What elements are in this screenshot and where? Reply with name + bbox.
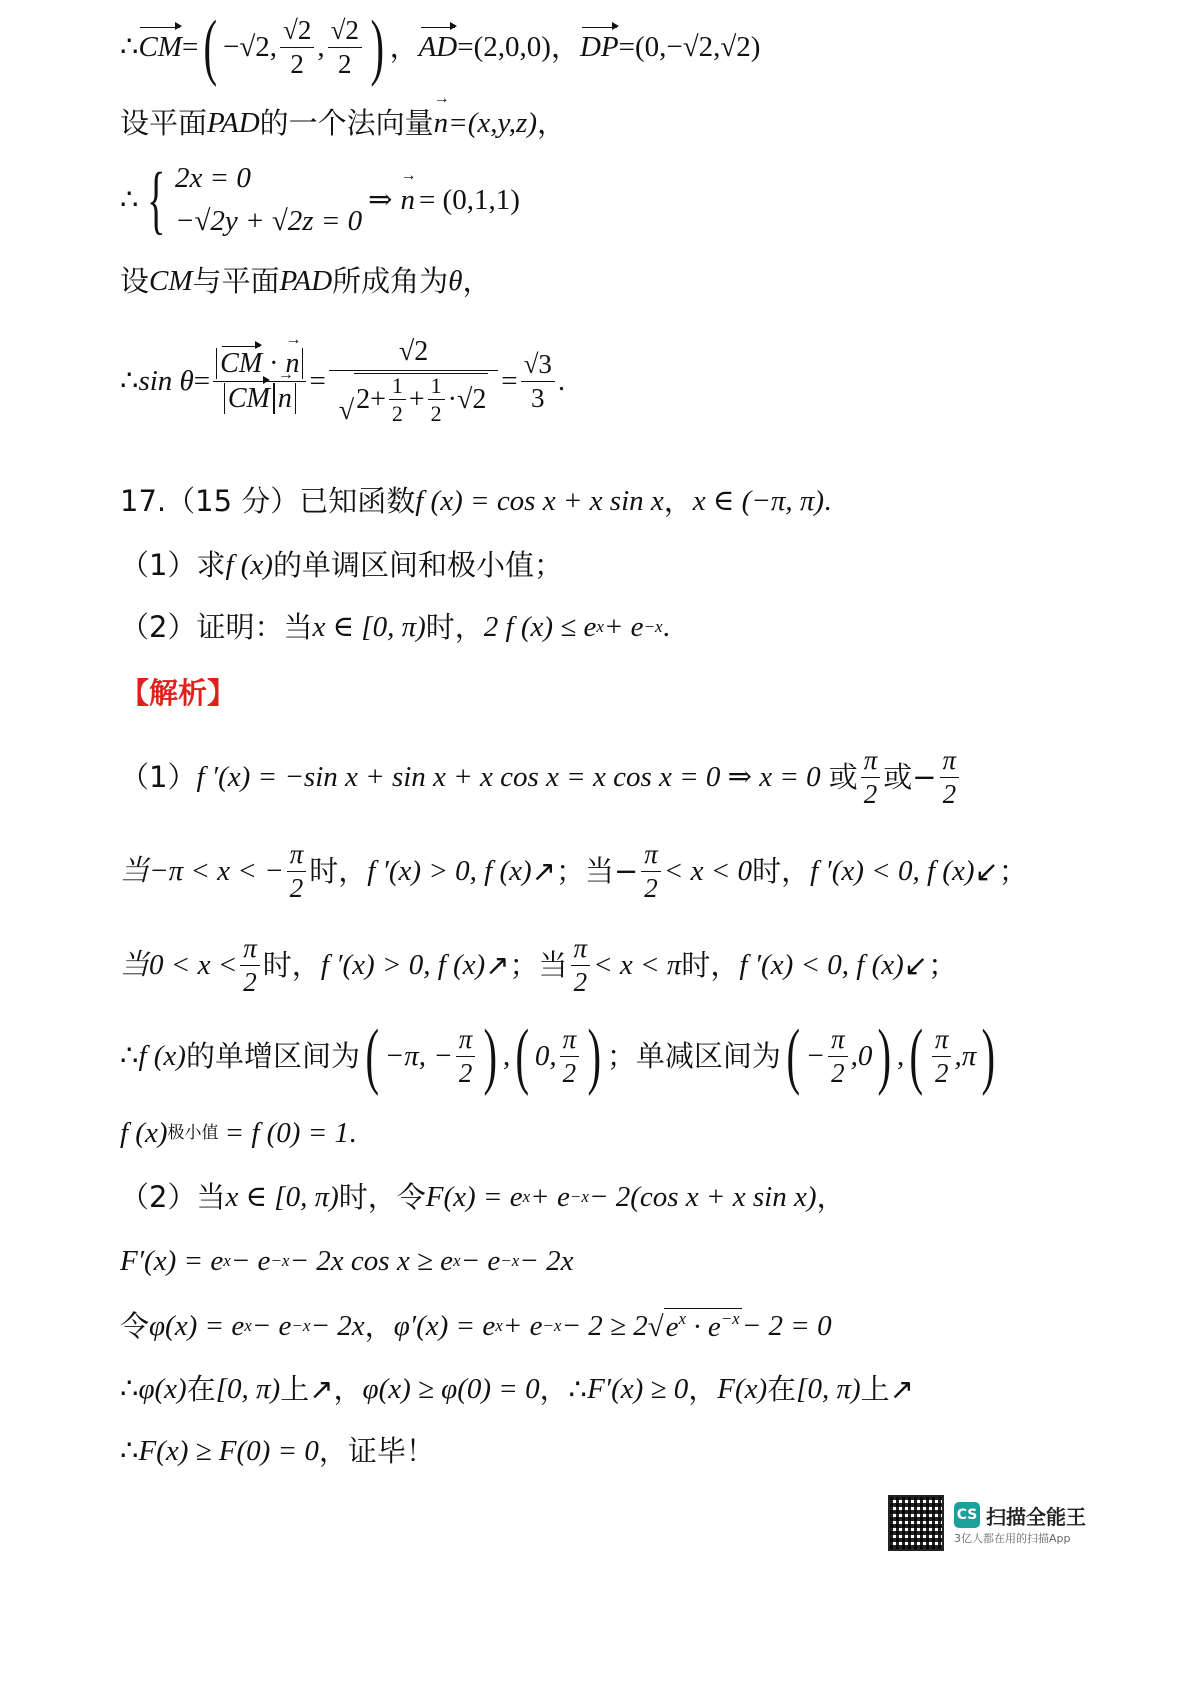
vector-n: n → [285, 349, 299, 378]
numerator: √2 [280, 16, 314, 47]
condition: < x < π [593, 948, 682, 981]
term: + e [502, 1310, 543, 1342]
exponent: −x [643, 617, 663, 637]
brand-tagline: 3亿人都在用的扫描App [954, 1531, 1071, 1545]
right-paren: ) [483, 1015, 498, 1097]
denominator: 2 [644, 872, 658, 903]
punct: ， [462, 264, 492, 298]
text: 时， [681, 947, 740, 982]
radicand [664, 1308, 742, 1345]
brand-block [954, 1501, 1086, 1546]
phi: φ(x) [138, 1373, 187, 1405]
fraction-pi-2 [571, 934, 591, 996]
brand-row [954, 1501, 1086, 1530]
exponent: −x [270, 1251, 290, 1271]
exponent: x [596, 617, 604, 637]
denominator: 2 [337, 48, 352, 79]
function-def: f (x) = cos x + x sin x [415, 485, 664, 517]
term: + e [603, 611, 644, 643]
denominator: 2 [573, 966, 588, 997]
normal-value: = (0,1,1) [418, 183, 520, 216]
solution-monotonic [120, 1372, 914, 1407]
left-paren: ( [515, 1015, 530, 1097]
dot: · [269, 348, 279, 380]
left-paren: ( [203, 6, 218, 88]
punct: ， [536, 106, 566, 140]
punct: ； [998, 853, 1028, 888]
question-17-part-1 [120, 548, 563, 583]
interval-start: −π, − [384, 1039, 453, 1072]
numerator: 1 [428, 374, 445, 400]
denominator [221, 382, 299, 413]
line-cm: CM [149, 265, 193, 297]
numerator: π [828, 1025, 848, 1056]
root: √ $e^x \cdot e^{-x}$ [647, 1309, 740, 1343]
expr: f ′(x) < 0, f (x) [810, 854, 975, 887]
exponent: −x [569, 1187, 589, 1207]
exponent: x [678, 1309, 687, 1328]
vector-cm: CM [220, 348, 263, 380]
separator: ， [389, 29, 419, 64]
text: 与平面 [192, 264, 280, 298]
equation-row-2: −√2y + √2z = 0 [174, 205, 363, 237]
brand-name: 扫描全能王 [986, 1504, 1086, 1529]
numerator: π [641, 840, 661, 871]
question-label: 17.（15 分）已知函数 [120, 484, 416, 518]
punct: ； [928, 947, 958, 982]
plane-pad: PAD [279, 265, 333, 297]
term: − 2 ≥ 2 [561, 1310, 648, 1342]
text: 在 [767, 1372, 797, 1406]
function: f (x) [120, 1117, 168, 1149]
cm-x: −√2, [222, 30, 277, 63]
punct: ， [816, 1180, 846, 1214]
term: − 2 = 0 [741, 1310, 832, 1342]
function: f (x) [225, 549, 273, 581]
denominator: 2 [391, 401, 403, 427]
heading-text: 【解析】 [120, 676, 237, 710]
jiexi-heading [120, 676, 236, 711]
text: ；单减区间为 [606, 1038, 781, 1073]
denominator [336, 371, 492, 425]
text: 在 [186, 1372, 216, 1406]
question-17-part-2 [120, 610, 670, 645]
decreasing-arrow-icon: ↙ [974, 853, 999, 888]
fraction-sqrt2-2 [280, 16, 314, 78]
F-def: F(x) = e [425, 1181, 523, 1213]
term: F(x) ≥ F(0) = 0 [138, 1435, 319, 1467]
separator: ， [333, 1372, 363, 1406]
numerator: 1 [389, 374, 406, 400]
line-normal-vector [120, 106, 566, 141]
numerator: π [456, 1025, 476, 1056]
right-paren: ) [877, 1015, 892, 1097]
brace: { [147, 158, 166, 242]
fraction-pi-2 [560, 1025, 580, 1087]
solution-line-2 [120, 838, 1028, 904]
term: e [665, 1311, 679, 1343]
fraction-half [428, 374, 445, 425]
term: F′(x) ≥ 0 [587, 1373, 689, 1405]
ad-value: =(2,0,0) [457, 30, 551, 63]
separator: ， [663, 484, 693, 518]
term: F′(x) = e [120, 1245, 224, 1277]
qr-code-icon [888, 1495, 944, 1551]
numerator: π [932, 1025, 952, 1056]
solution-line-intervals [120, 1015, 1001, 1097]
exponent: x [452, 1251, 461, 1271]
comma: , [317, 30, 325, 63]
fraction-pi-2 [456, 1025, 476, 1087]
implies-symbol: ⇒ [368, 183, 393, 216]
denominator: 2 [430, 401, 442, 427]
exponent: −x [720, 1309, 740, 1328]
cs-logo-icon: CS [954, 1502, 980, 1528]
expr: f ′(x) > 0, f (x) [367, 854, 532, 887]
fraction-pi-2 [287, 840, 307, 902]
part-label: （2）证明：当 [120, 610, 313, 644]
term: + e [530, 1181, 570, 1213]
separator: ， [688, 1372, 718, 1406]
root: √ 2+ $\frac{1}{2}$ + $\frac{1}{2}$ ·√2 [338, 373, 487, 427]
fraction-half [389, 374, 406, 425]
denominator: 2 [290, 48, 304, 79]
denominator: 3 [530, 382, 545, 413]
part-label: （1） [120, 759, 197, 794]
derivative-expr: f ′(x) = −sin x + sin x + x cos x = x cos x = 0 ⇒ x = 0 [196, 760, 821, 793]
term: − 2x [519, 1245, 574, 1277]
text: ；当− [555, 853, 639, 888]
term: · e [686, 1311, 721, 1343]
vector-ad: AD [418, 30, 458, 63]
numerator: π [571, 934, 591, 965]
equation-system [138, 158, 363, 242]
exponent: x [244, 1316, 252, 1336]
text: 设平面 [120, 106, 208, 140]
term: − e [251, 1310, 292, 1342]
abs [224, 383, 274, 414]
interval-end: ,π [954, 1039, 977, 1072]
abs [274, 383, 296, 414]
solution-part-2-def [120, 1180, 846, 1215]
vector-cm: CM [138, 30, 182, 63]
therefore-symbol: ∴ [120, 30, 139, 63]
plus: + [408, 383, 425, 415]
exponent: −x [291, 1316, 311, 1336]
right-paren: ) [981, 1015, 996, 1097]
min-value: = f (0) = 1 [224, 1117, 350, 1149]
therefore-symbol: ∴ [120, 183, 139, 216]
equals: = [501, 364, 518, 397]
text: 上 [860, 1372, 890, 1406]
line-cm-vectors [120, 6, 761, 88]
denominator: 2 [934, 1057, 949, 1088]
condition: 当0 < x < [120, 948, 238, 981]
rows [175, 161, 362, 239]
exponent: x [522, 1187, 531, 1207]
period: . [662, 611, 670, 643]
term: − 2x [310, 1310, 365, 1342]
fraction-pi-2 [940, 746, 960, 808]
denominator: 2 [942, 778, 957, 809]
denominator: 2 [243, 966, 257, 997]
numerator: π [940, 746, 960, 777]
solution-line-3 [120, 932, 957, 998]
therefore-symbol: ∴ [120, 1435, 139, 1467]
line-angle-def [120, 264, 491, 299]
vector-n: n → [434, 106, 449, 141]
fraction-pi-2 [861, 746, 881, 808]
condition: < x < 0 [663, 854, 753, 887]
fraction-pi-2 [932, 1025, 952, 1087]
right-paren: ) [370, 6, 385, 88]
text: 或 [828, 759, 858, 794]
condition: x ∈ [0, π) [312, 611, 426, 643]
numerator: π [861, 746, 881, 777]
equals: = [309, 364, 326, 397]
text: ，证毕！ [318, 1434, 435, 1468]
question-17 [120, 484, 831, 519]
expr: f ′(x) > 0, f (x) [320, 948, 486, 981]
text: 的一个法向量 [259, 106, 434, 140]
left-paren: ( [365, 1015, 380, 1097]
interval: [0, π) [796, 1373, 861, 1405]
vector-dp: DP [579, 30, 619, 63]
numerator: π [560, 1025, 580, 1056]
numerator: π [240, 934, 260, 965]
equation-row-1: 2x = 0 [174, 162, 251, 195]
function: f (x) [138, 1039, 186, 1072]
text: 时， [752, 853, 811, 888]
left-paren: ( [786, 1015, 800, 1097]
therefore-symbol: ∴ [120, 1373, 139, 1405]
left-paren: ( [909, 1015, 924, 1097]
fraction-pi-2 [240, 934, 260, 996]
term: 2+ [356, 383, 386, 415]
line-sin-theta [120, 326, 565, 436]
therefore-symbol: ∴ [120, 364, 139, 397]
term: − e [460, 1245, 501, 1277]
separator: ， [364, 1309, 394, 1343]
equals: = [181, 30, 199, 63]
text: 上 [280, 1372, 310, 1406]
separator: ， [550, 29, 580, 64]
text: 时， [309, 853, 368, 888]
term: φ(x) ≥ φ(0) = 0 [362, 1373, 540, 1405]
vector-n: n → [278, 384, 292, 413]
subscript: 极小值 [167, 1123, 219, 1144]
text: 时， [425, 610, 484, 644]
denominator: 2 [831, 1057, 845, 1088]
condition: 当−π < x < − [120, 854, 284, 887]
exponent: x [495, 1316, 503, 1336]
term: F(x) [717, 1373, 768, 1405]
numerator: √2 [328, 16, 362, 47]
fraction-pi-2 [641, 840, 661, 902]
text: ；当 [509, 947, 568, 982]
term: φ′(x) = e [393, 1310, 496, 1342]
exponent: −x [500, 1251, 520, 1271]
numerator: √3 [521, 350, 555, 381]
term: φ(x) = e [149, 1310, 245, 1342]
plane-pad: PAD [207, 107, 260, 139]
domain: x ∈ (−π, π) [692, 485, 825, 517]
dp-value: =(0,−√2,√2) [618, 30, 761, 63]
interval-start: 0, [534, 1039, 557, 1072]
interval: [0, π) [215, 1373, 281, 1405]
fraction-sqrt2-over-root [329, 337, 498, 426]
radicand [354, 373, 488, 425]
period: . [557, 364, 566, 397]
line-equation-system [120, 160, 520, 240]
text: 所成角为 [332, 264, 449, 298]
text: 的单增区间为 [185, 1038, 360, 1073]
text: 时，令 [338, 1180, 426, 1214]
equals: = [193, 364, 211, 397]
minus: − [805, 1039, 826, 1072]
increasing-arrow-icon: ↗ [889, 1372, 914, 1406]
text: 或− [883, 759, 937, 794]
inequality: 2 f (x) ≤ e [483, 611, 597, 643]
term: − 2x cos x ≥ e [289, 1245, 453, 1277]
right-paren: ) [587, 1015, 602, 1097]
term: ·√2 [447, 383, 487, 415]
part-label: （2）当 [120, 1180, 226, 1214]
numerator: π [287, 840, 307, 871]
part-label: （1）求 [120, 548, 226, 582]
comma: , [897, 1039, 905, 1072]
numerator: √2 [329, 337, 498, 371]
exponent: −x [542, 1316, 562, 1336]
condition: x ∈ [0, π) [225, 1181, 339, 1213]
expr: f ′(x) < 0, f (x) [739, 948, 904, 981]
vector-n: n → [400, 183, 415, 218]
comma: , [502, 1039, 511, 1072]
denominator: 2 [562, 1057, 577, 1088]
text: 时， [262, 947, 321, 982]
vector-cm: CM [227, 382, 270, 414]
solution-conclusion [120, 1434, 435, 1469]
sin-theta: sin θ [138, 364, 194, 397]
denominator: 2 [863, 778, 878, 809]
theta: θ [448, 265, 463, 297]
decreasing-arrow-icon: ↙ [903, 947, 929, 982]
normal-components: =(x,y,z) [448, 107, 537, 139]
increasing-arrow-icon: ↗ [531, 853, 556, 888]
exponent: x [223, 1251, 231, 1271]
fraction-sqrt2-2-b [328, 16, 362, 78]
denominator: 2 [458, 1057, 473, 1088]
separator: ，∴ [539, 1372, 588, 1406]
text: 令 [120, 1309, 150, 1343]
period: . [824, 485, 832, 517]
solution-phi [120, 1308, 832, 1345]
text: 设 [120, 264, 150, 298]
solution-F-derivative [120, 1244, 573, 1279]
fraction-dot-over-norm [213, 349, 306, 413]
fraction-sqrt3-3 [521, 350, 555, 412]
fraction-pi-2 [828, 1025, 848, 1087]
increasing-arrow-icon: ↗ [485, 947, 510, 982]
term: − e [230, 1245, 271, 1277]
denominator: 2 [289, 872, 304, 903]
term: − 2(cos x + x sin x) [588, 1181, 817, 1213]
period: . [349, 1117, 357, 1149]
increasing-arrow-icon: ↗ [309, 1372, 334, 1406]
camscanner-watermark [888, 1495, 1086, 1551]
solution-line-1 [120, 744, 962, 810]
interval-end: ,0 [850, 1039, 873, 1072]
text: 的单调区间和极小值； [272, 548, 563, 582]
solution-line-min-value [120, 1116, 356, 1151]
therefore-symbol: ∴ [120, 1039, 139, 1072]
